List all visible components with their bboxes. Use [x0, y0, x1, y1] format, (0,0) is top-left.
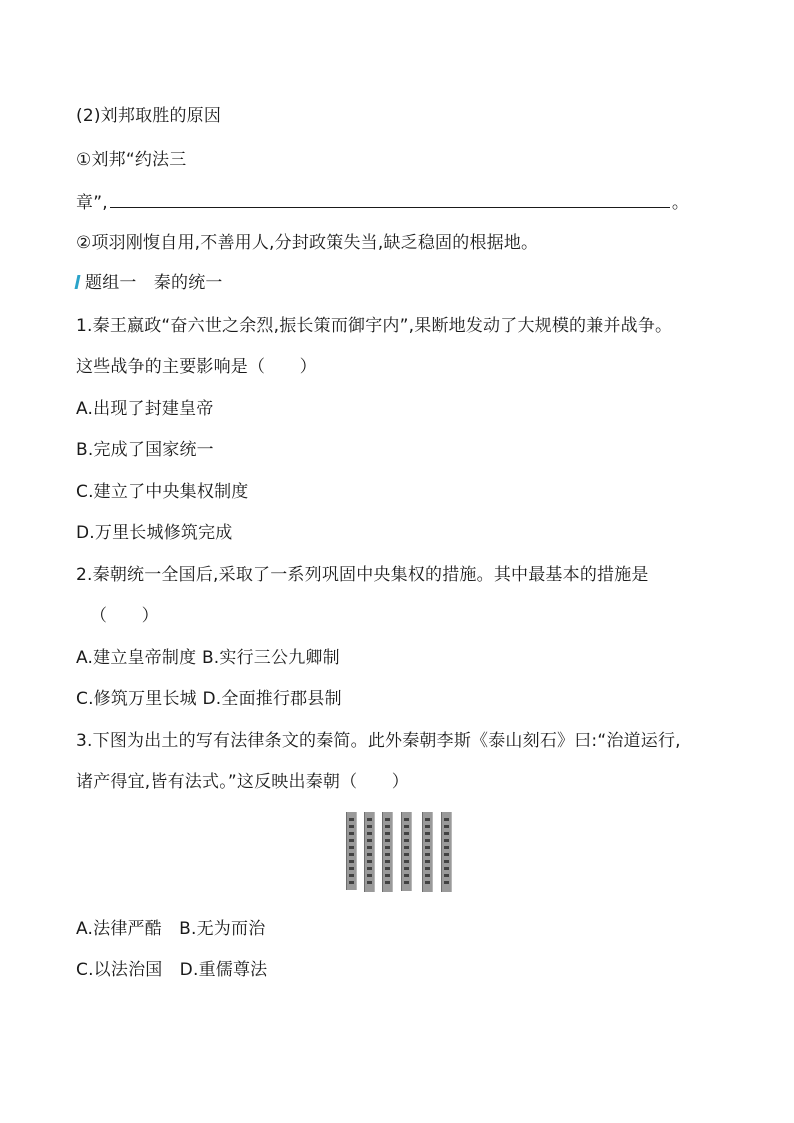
q3-options-row1[interactable]: A.法律严酷 B.无为而治	[76, 919, 266, 939]
answer-blank[interactable]	[110, 192, 670, 208]
q2-stem-line1: 2.秦朝统一全国后,采取了一系列巩固中央集权的措施。其中最基本的措施是	[76, 565, 649, 585]
bamboo-slip	[382, 812, 393, 892]
bamboo-slip	[364, 812, 375, 892]
q1-option-a[interactable]: A.出现了封建皇帝	[76, 399, 214, 419]
q1-option-c[interactable]: C.建立了中央集权制度	[76, 482, 249, 502]
q3-stem-line1: 3.下图为出土的写有法律条文的秦简。此外秦朝李斯《泰山刻石》曰:“治道运行,	[76, 731, 681, 751]
bamboo-slip	[346, 812, 357, 890]
section-marker-icon	[75, 275, 81, 289]
bamboo-slip	[441, 812, 452, 892]
reason1-suffix: 。	[671, 193, 690, 213]
q1-option-d[interactable]: D.万里长城修筑完成	[76, 523, 233, 543]
q2-stem-line2: （ ）	[90, 606, 159, 626]
section-title: 题组一 秦的统一	[85, 273, 223, 293]
q2-heading: (2)刘邦取胜的原因	[76, 106, 222, 126]
q2-options-row1[interactable]: A.建立皇帝制度 B.实行三公九卿制	[76, 648, 340, 668]
reason2: ②项羽刚愎自用,不善用人,分封政策失当,缺乏稳固的根据地。	[76, 233, 539, 253]
q3-stem-line2: 诸产得宜,皆有法式。”这反映出秦朝（ ）	[76, 772, 409, 792]
q3-options-row2[interactable]: C.以法治国 D.重儒尊法	[76, 960, 268, 980]
q1-option-b[interactable]: B.完成了国家统一	[76, 440, 214, 460]
reason1-line2	[76, 191, 689, 215]
q1-stem-line1: 1.秦王嬴政“奋六世之余烈,振长策而御宇内”,果断地发动了大规模的兼并战争。	[76, 316, 673, 336]
q1-stem-line2: 这些战争的主要影响是（ ）	[76, 357, 317, 377]
reason1-prefix: 章”,	[76, 193, 108, 213]
qin-bamboo-slips-image	[344, 812, 454, 894]
bamboo-slip	[401, 812, 412, 891]
reason1-line1: ①刘邦“约法三	[76, 150, 187, 170]
q2-options-row2[interactable]: C.修筑万里长城 D.全面推行郡县制	[76, 689, 342, 709]
section-heading	[76, 271, 223, 295]
bamboo-slip	[422, 812, 433, 892]
